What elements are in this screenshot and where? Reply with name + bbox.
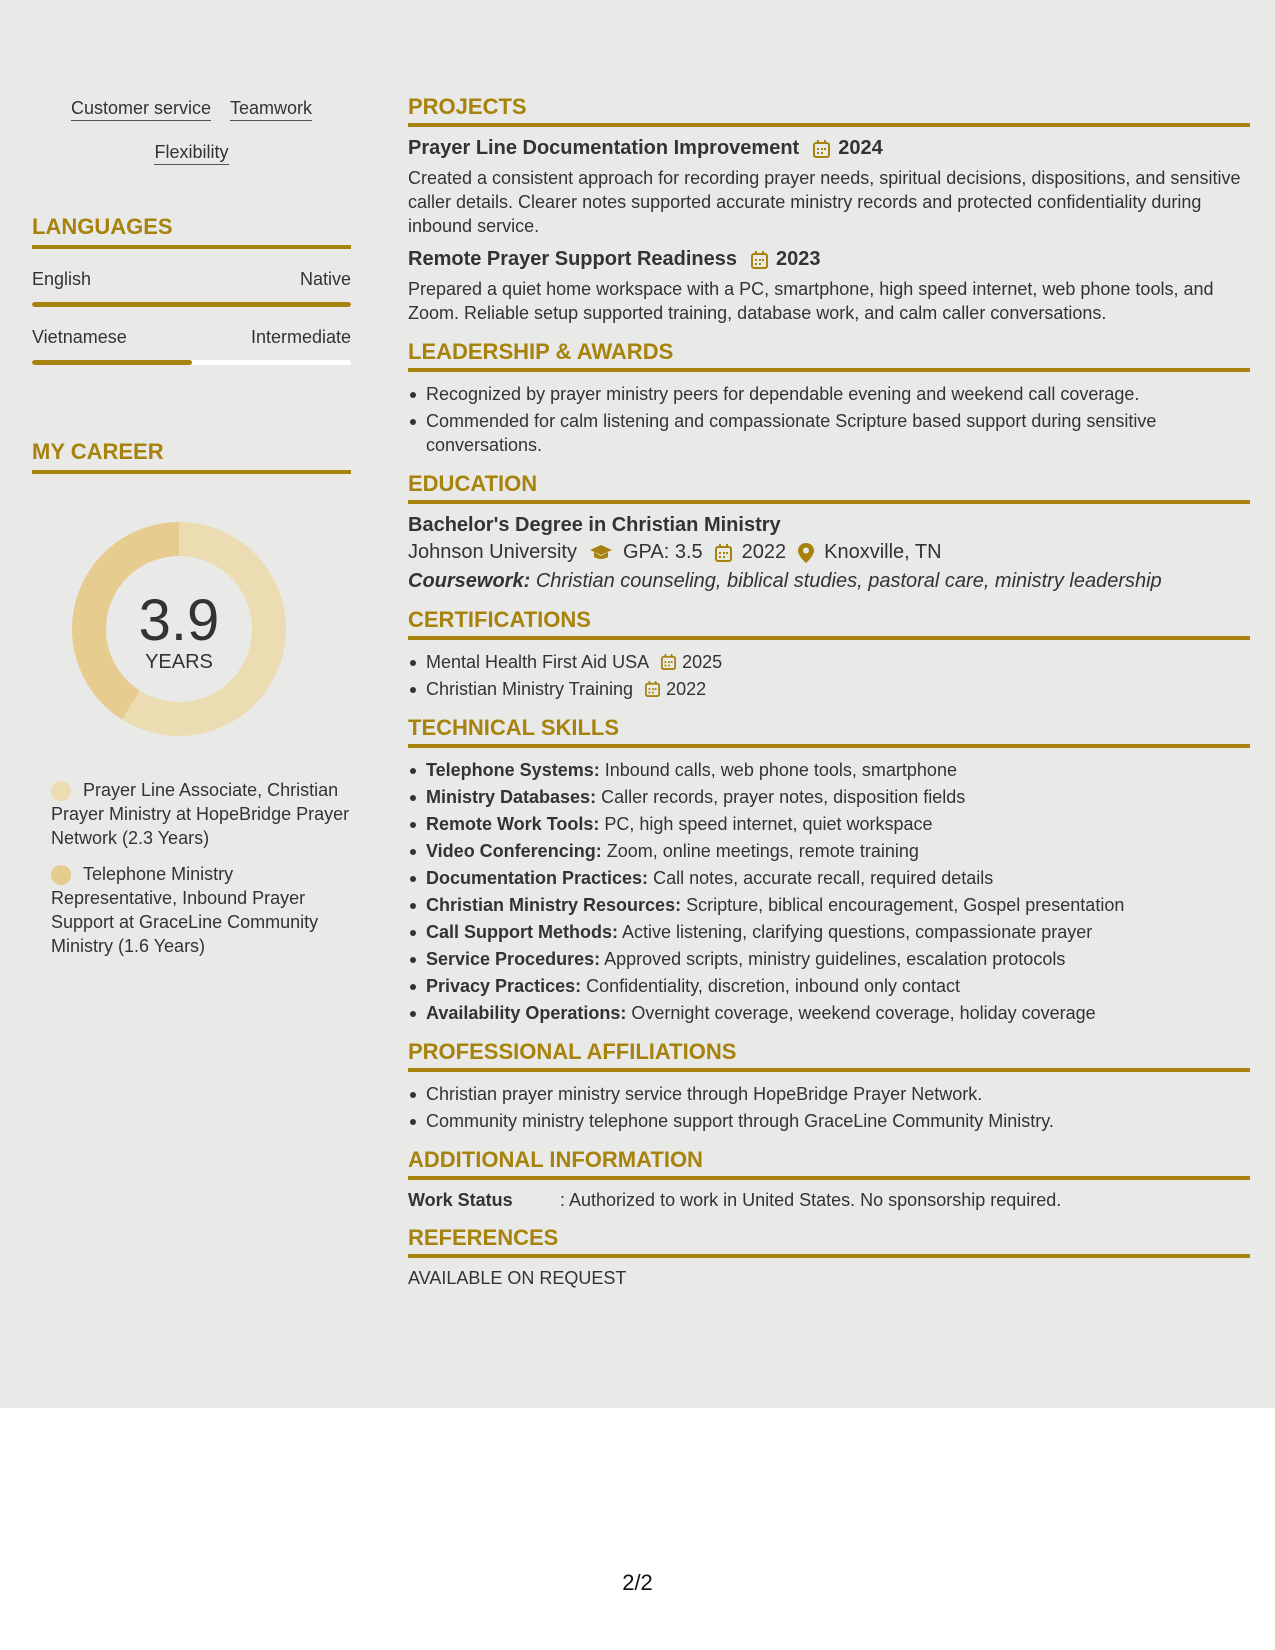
language-item [32,269,351,307]
language-item [32,327,351,365]
location-pin-icon [798,543,814,563]
project-name: Prayer Line Documentation Improvement [408,137,800,159]
work-status-label: Work Status [408,1190,513,1210]
tech-value: Call notes, accurate recall, required details [653,868,994,888]
affiliations-heading: PROFESSIONAL AFFILIATIONS [408,1039,1250,1072]
tech-label: Video Conferencing: [426,841,602,861]
list-item [408,866,1250,890]
tech-value: Active listening, clarifying questions, compassionate prayer [622,922,1093,942]
coursework-label: Coursework: [408,570,531,592]
list-item: Commended for calm listening and compassionate Scripture based support during sensitive conversations. [408,409,1250,457]
languages-section [32,214,351,365]
list-item [408,1001,1250,1025]
education-heading: EDUCATION [408,471,1250,504]
list-item [408,920,1250,944]
projects-section [408,94,1250,325]
list-item [408,974,1250,998]
language-level: Native [299,269,351,289]
language-bar [32,302,351,307]
education-coursework [408,570,1250,593]
project-description: Prepared a quiet home workspace with a PC, smartphone, high speed internet, web phone tools, and Zoom. Reliable setup supported training, database work, and calm caller conversations. [408,279,1214,323]
education-year: 2022 [741,541,787,563]
career-item [32,862,351,958]
list-item [408,785,1250,809]
list-item [408,758,1250,782]
skill-tag: Flexibility [154,140,228,165]
career-item-text: Telephone Ministry Representative, Inbound Prayer Support at GraceLine Community Ministry (1.6 Years) [51,864,319,956]
project-item [408,248,1250,325]
list-item: Recognized by prayer ministry peers for dependable evening and weekend call coverage. [408,382,1250,406]
right-column [408,94,1250,1303]
tech-label: Call Support Methods: [426,922,618,942]
list-item: Christian prayer ministry service through HopeBridge Prayer Network. [408,1082,1250,1106]
career-total-unit: YEARS [145,651,213,673]
language-bar-fill [32,360,192,365]
tech-label: Telephone Systems: [426,760,600,780]
list-item [408,839,1250,863]
certification-year: 2025 [682,652,723,672]
language-bar-fill [32,302,351,307]
additional-info-heading: ADDITIONAL INFORMATION [408,1147,1250,1180]
education-location: Knoxville, TN [824,541,942,563]
tech-value: Approved scripts, ministry guidelines, escalation protocols [604,949,1066,969]
skill-tag: Teamwork [230,96,312,121]
calendar-icon [661,654,676,670]
tech-value: Zoom, online meetings, remote training [606,841,919,861]
tech-label: Privacy Practices: [426,976,582,996]
project-description: Created a consistent approach for recording prayer needs, spiritual decisions, dispositions, and sensitive caller details. Clearer notes supported accurate ministry records and protected confidentiality during inbound service. [408,168,1241,236]
references-section [408,1225,1250,1289]
tech-label: Christian Ministry Resources: [426,895,682,915]
tech-label: Availability Operations: [426,1003,627,1023]
project-year: 2023 [776,248,821,270]
education-section [408,471,1250,593]
career-item-text: Prayer Line Associate, Christian Prayer Ministry at HopeBridge Prayer Network (2.3 Years) [51,780,350,848]
certifications-heading: CERTIFICATIONS [408,607,1250,640]
language-name: Vietnamese [32,327,127,347]
skill-tags [32,86,351,174]
certification-year: 2022 [666,679,707,699]
calendar-icon [645,681,660,697]
tech-value: Caller records, prayer notes, disposition fields [601,787,966,807]
project-name: Remote Prayer Support Readiness [408,248,737,270]
tech-value: Inbound calls, web phone tools, smartphone [604,760,957,780]
tech-label: Documentation Practices: [426,868,649,888]
leadership-section [408,339,1250,457]
calendar-icon [751,251,768,269]
list-item [408,947,1250,971]
education-gpa: GPA: 3.5 [622,541,703,563]
languages-heading: LANGUAGES [32,214,351,249]
career-dot-icon [51,781,71,801]
certification-name: Christian Ministry Training [426,679,634,699]
career-legend [32,778,351,958]
list-item [408,812,1250,836]
tech-label: Service Procedures: [426,949,601,969]
language-name: English [32,269,92,289]
career-section [32,439,351,958]
project-year: 2024 [838,137,883,159]
leadership-heading: LEADERSHIP & AWARDS [408,339,1250,372]
calendar-icon [715,544,732,562]
work-status-value: : Authorized to work in United States. No sponsorship required. [560,1190,1062,1210]
tech-label: Ministry Databases: [426,787,597,807]
language-bar [32,360,351,365]
graduation-cap-icon [589,544,613,562]
career-total-value: 3.9 [138,588,220,653]
references-text: AVAILABLE ON REQUEST [408,1268,627,1288]
tech-label: Remote Work Tools: [426,814,600,834]
tech-value: Scripture, biblical encouragement, Gospel presentation [686,895,1125,915]
career-dot-icon [51,865,71,885]
technical-skills-heading: TECHNICAL SKILLS [408,715,1250,748]
career-item [32,778,351,850]
skill-tag: Customer service [71,96,211,121]
list-item: Community ministry telephone support through GraceLine Community Ministry. [408,1109,1250,1133]
education-degree: Bachelor's Degree in Christian Ministry [408,514,781,536]
page-number: 2/2 [622,1570,653,1595]
list-item [408,677,1250,701]
list-item [408,650,1250,674]
tech-value: Confidentiality, discretion, inbound only contact [586,976,961,996]
project-item [408,137,1250,238]
language-level: Intermediate [250,327,351,347]
certification-name: Mental Health First Aid USA [426,652,650,672]
career-heading: MY CAREER [32,439,351,474]
left-column [32,86,351,958]
list-item [408,893,1250,917]
additional-info-section [408,1147,1250,1211]
career-donut-chart [66,516,292,742]
education-school: Johnson University [408,541,577,563]
certifications-section [408,607,1250,701]
affiliations-section [408,1039,1250,1133]
tech-value: Overnight coverage, weekend coverage, holiday coverage [631,1003,1096,1023]
coursework-text: Christian counseling, biblical studies, pastoral care, ministry leadership [535,570,1162,592]
technical-skills-section [408,715,1250,1025]
references-heading: REFERENCES [408,1225,1250,1258]
tech-value: PC, high speed internet, quiet workspace [604,814,933,834]
projects-heading: PROJECTS [408,94,1250,127]
calendar-icon [813,140,830,158]
